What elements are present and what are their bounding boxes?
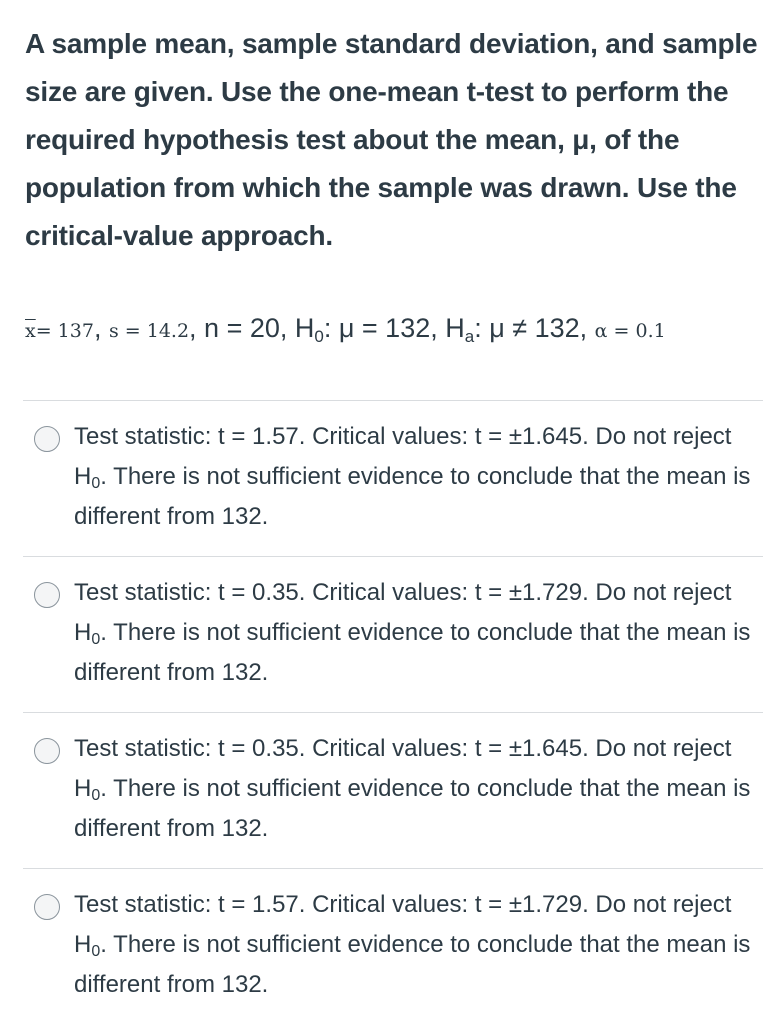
answer-option[interactable] [23,712,763,868]
answer-text-part: . There is not sufficient evidence to conclude that the mean is different from 132. [74,931,751,998]
answer-text-part: Test statistic: t = 1.57. Critical values: t = ±1.729. Do not reject H [74,891,732,958]
answer-text-part: Test statistic: t = 0.35. Critical values: t = ±1.645. Do not reject H [74,735,732,802]
radio-button[interactable] [34,426,60,452]
h0-subscript: 0 [91,631,101,648]
answer-text[interactable] [74,417,758,537]
answer-option[interactable] [23,556,763,712]
answer-options [23,400,763,1024]
significance-level: α = 0.1 [594,320,666,342]
answer-text[interactable] [74,729,758,849]
question-text: A sample mean, sample standard deviation, and sample size are given. Use the one-mean t-test to perform the required hypothesis test about the mean, μ, of the population from which the sample was drawn. Use the critical-value approach. [25,28,758,251]
h0-subscript: 0 [91,787,101,804]
answer-option[interactable] [23,400,763,556]
radio-button[interactable] [34,738,60,764]
sample-mean-value: = 137 [35,320,94,342]
answer-text-part: . There is not sufficient evidence to conclude that the mean is different from 132. [74,463,751,530]
answer-text-part: . There is not sufficient evidence to conclude that the mean is different from 132. [74,775,751,842]
answer-text-part: . There is not sufficient evidence to conclude that the mean is different from 132. [74,619,751,686]
separator: , [93,313,102,343]
answer-option[interactable] [23,868,763,1024]
answer-text-part: Test statistic: t = 0.35. Critical values: t = ±1.729. Do not reject H [74,579,732,646]
null-hypothesis: : μ = 132, H [323,313,465,343]
answer-text[interactable] [74,885,758,1005]
ha-subscript: a [464,327,475,346]
answer-text-part: Test statistic: t = 1.57. Critical values: t = ±1.645. Do not reject H [74,423,732,490]
given-values [25,308,666,351]
answer-text[interactable] [74,573,758,693]
sample-mean-symbol: $\overline{x}$ [25,320,36,342]
h0-subscript: 0 [314,327,324,346]
radio-button[interactable] [34,582,60,608]
h0-subscript: 0 [91,943,101,960]
alternative-hypothesis: : μ ≠ 132, [474,313,588,343]
radio-button[interactable] [34,894,60,920]
sample-sd: s = 14.2 [108,320,190,342]
h0-subscript: 0 [91,475,101,492]
sample-size-and-h0: , n = 20, H [189,313,315,343]
